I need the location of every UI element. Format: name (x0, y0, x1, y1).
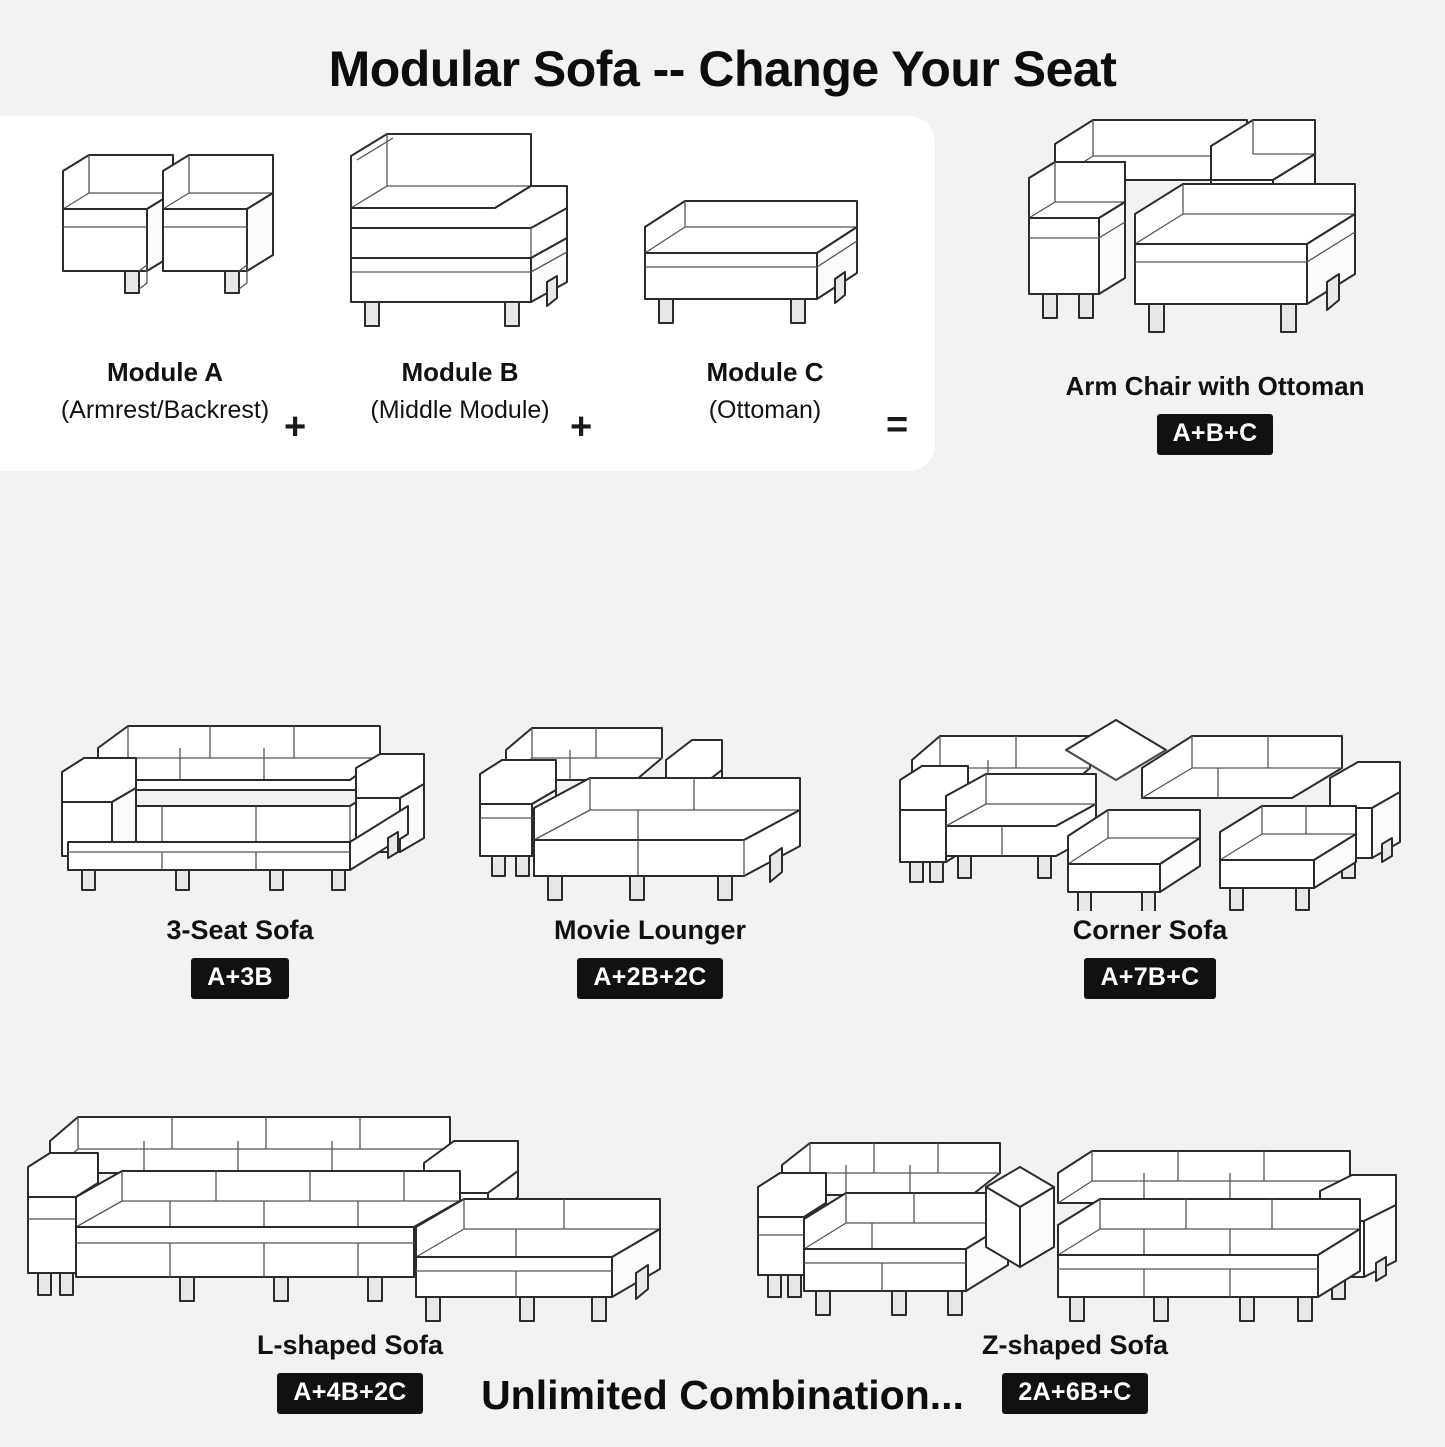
corner-sofa-icon (890, 706, 1410, 911)
config-three-seat-sofa (40, 706, 440, 999)
movie-lounger-icon (470, 706, 830, 911)
module-a-name: Module A (106, 357, 224, 387)
three-seat-sofa-icon (40, 706, 440, 911)
config-code-movie-lounger: A+2B+2C (577, 958, 722, 999)
result-name: Arm Chair with Ottoman (1065, 371, 1365, 401)
module-c-sub: (Ottoman) (708, 396, 822, 424)
module-slot-c (620, 126, 910, 425)
config-name-movie-lounger: Movie Lounger (553, 915, 746, 945)
module-c-ottoman-icon (620, 126, 910, 351)
operator-plus-2: + (570, 406, 593, 448)
config-code-z-shaped-sofa: 2A+6B+C (1002, 1373, 1147, 1414)
config-name-three-seat-sofa: 3-Seat Sofa (166, 915, 314, 945)
module-b-middle-module-icon (330, 116, 590, 351)
config-movie-lounger (470, 706, 830, 999)
page-title: Modular Sofa -- Change Your Seat (328, 41, 1117, 97)
config-corner-sofa (890, 706, 1410, 999)
module-a-sub: (Armrest/Backrest) (60, 396, 270, 424)
result-slot-arm-chair (1000, 106, 1430, 455)
config-name-l-shaped-sofa: L-shaped Sofa (256, 1330, 444, 1360)
module-a-armrest-backrest-icon (40, 126, 290, 351)
config-code-three-seat-sofa: A+3B (191, 958, 289, 999)
config-code-l-shaped-sofa: A+4B+2C (277, 1373, 422, 1414)
footer-title: Unlimited Combination... (481, 1372, 964, 1418)
configurations-row-1 (0, 706, 1445, 1056)
module-b-name: Module B (401, 357, 519, 387)
arm-chair-with-ottoman-icon (1000, 106, 1430, 371)
config-name-corner-sofa: Corner Sofa (1072, 915, 1228, 945)
config-z-shaped-sofa (740, 1121, 1410, 1414)
z-shaped-sofa-icon (740, 1121, 1410, 1326)
module-slot-a (40, 126, 290, 425)
config-l-shaped-sofa (20, 1101, 680, 1414)
config-name-z-shaped-sofa: Z-shaped Sofa (981, 1330, 1169, 1360)
result-code-badge: A+B+C (1157, 414, 1274, 455)
modules-section (0, 116, 1445, 491)
module-c-name: Module C (706, 357, 824, 387)
operator-equals: = (886, 404, 909, 446)
operator-plus-1: + (284, 406, 307, 448)
l-shaped-sofa-icon (20, 1101, 680, 1326)
config-code-corner-sofa: A+7B+C (1084, 958, 1215, 999)
module-slot-b (330, 116, 590, 425)
module-b-sub: (Middle Module) (370, 396, 550, 424)
